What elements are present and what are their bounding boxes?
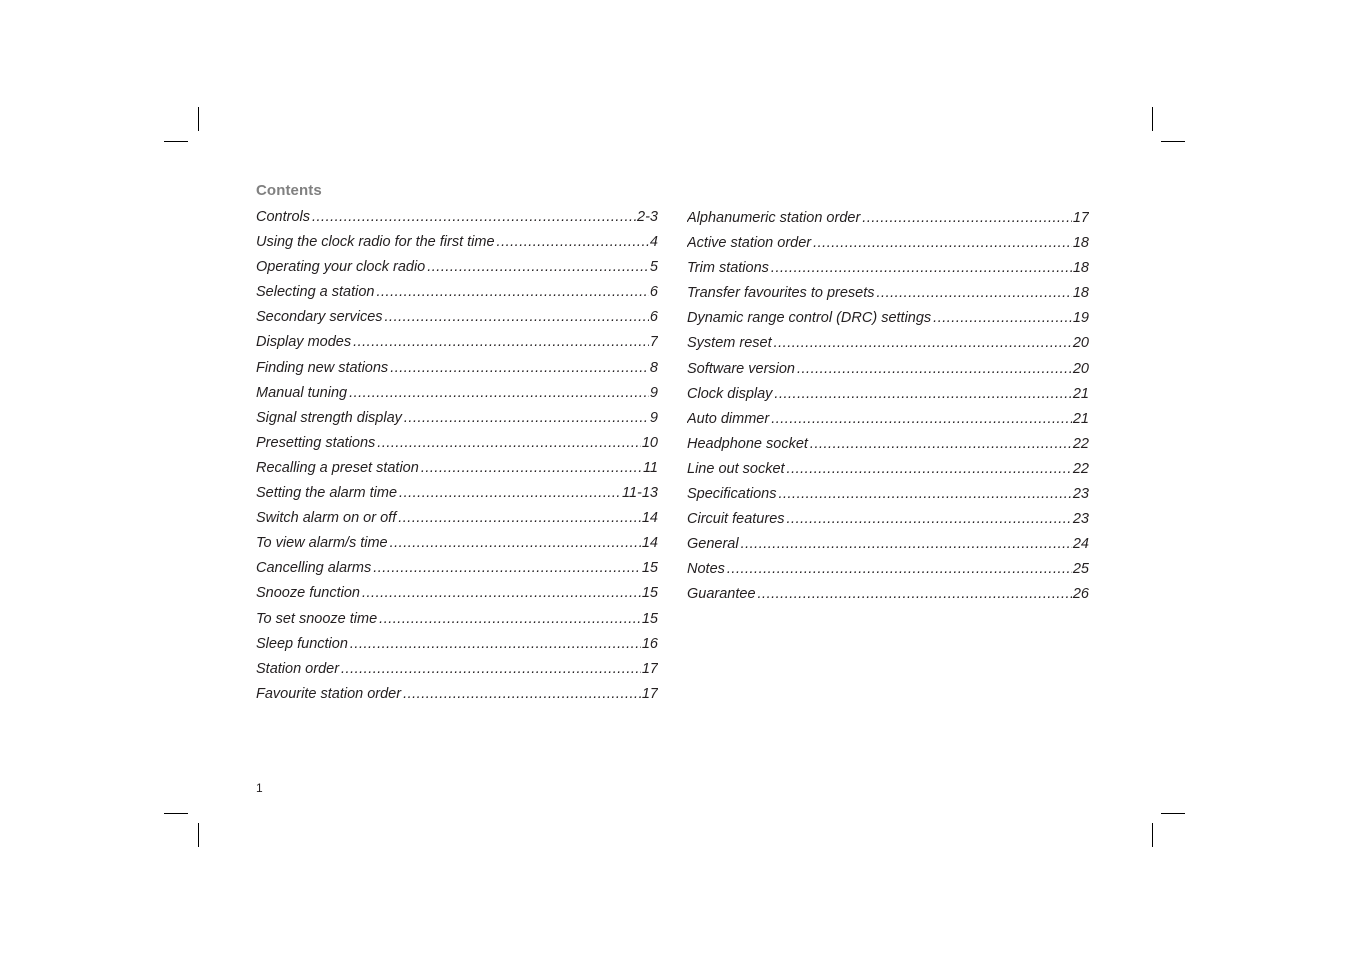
toc-entry[interactable] [256,234,658,259]
toc-entry[interactable] [687,260,1089,285]
toc-entry[interactable] [687,561,1089,586]
toc-dot-leader [771,411,1072,427]
toc-entry-page: 23 [1072,511,1089,528]
toc-dot-leader [810,436,1072,452]
toc-dot-leader [771,260,1072,276]
toc-entry-page: 9 [649,409,658,426]
toc-entry-title: Selecting a station [256,284,375,301]
toc-entry-title: Circuit features [687,511,785,528]
toc-entry-page: 18 [1072,285,1089,302]
toc-entry-title: Dynamic range control (DRC) settings [687,310,932,327]
toc-entry-title: Station order [256,660,340,677]
toc-entry[interactable] [256,535,658,560]
toc-entry-title: Recalling a preset station [256,459,419,476]
toc-dot-leader [741,536,1072,552]
contents-heading: Contents [256,182,322,199]
toc-entry[interactable] [256,661,658,686]
toc-dot-leader [362,585,641,601]
toc-entry-title: Favourite station order [256,685,402,702]
toc-entry-title: Trim stations [687,260,769,277]
toc-entry-page: 17 [641,685,658,702]
toc-dot-leader [349,385,649,401]
toc-entry-title: Alphanumeric station order [687,210,861,226]
toc-entry[interactable] [256,460,658,485]
toc-entry[interactable] [687,511,1089,536]
toc-entry-page: 11 [642,459,658,476]
toc-entry-title: Sleep function [256,635,348,652]
toc-dot-leader [404,410,649,426]
toc-entry-title: Guarantee [687,586,756,603]
toc-dot-leader [373,560,641,576]
toc-entry-title: Cancelling alarms [256,560,372,577]
toc-entry-title: System reset [687,335,772,352]
toc-dot-leader [350,636,641,652]
toc-entry-page: 21 [1072,410,1089,427]
toc-entry-title: Specifications [687,486,777,503]
toc-entry[interactable] [687,436,1089,461]
toc-entry[interactable] [256,485,658,510]
toc-entry-page: 14 [641,535,658,552]
toc-dot-leader [385,309,649,325]
toc-entry[interactable] [256,585,658,610]
toc-dot-leader [379,611,641,627]
toc-entry-page: 2-3 [637,209,658,225]
toc-dot-leader [862,210,1072,226]
toc-entry-page: 8 [649,359,658,376]
toc-entry-page: 15 [641,610,658,627]
toc-dot-leader [497,234,649,250]
toc-entry-title: Software version [687,360,795,377]
crop-mark-bottom-right-vertical [1152,823,1153,847]
toc-entry[interactable] [687,361,1089,386]
toc-entry[interactable] [256,686,658,711]
crop-mark-bottom-right-horizontal [1161,813,1185,814]
toc-entry-page: 19 [1072,310,1089,327]
toc-entry-page: 6 [649,284,658,301]
toc-entry[interactable] [256,259,658,284]
toc-entry-title: Clock display [687,385,773,402]
toc-dot-leader [758,586,1072,602]
toc-entry[interactable] [256,560,658,585]
toc-entry-title: To view alarm/s time [256,535,388,552]
toc-entry[interactable] [256,410,658,435]
toc-entry-title: Active station order [687,235,812,252]
toc-entry-title: Switch alarm on or off [256,510,397,527]
toc-right-column [687,210,1089,612]
toc-entry[interactable] [256,611,658,636]
toc-dot-leader [398,510,641,526]
toc-dot-leader [778,486,1071,502]
toc-entry[interactable] [687,536,1089,561]
toc-dot-leader [403,686,641,702]
toc-entry-title: Finding new stations [256,359,389,376]
crop-mark-top-left-horizontal [164,141,188,142]
toc-entry[interactable] [687,310,1089,335]
toc-entry-page: 23 [1072,486,1089,503]
toc-dot-leader [377,435,641,451]
toc-entry-title: Line out socket [687,460,785,477]
crop-mark-top-left-vertical [198,107,199,131]
toc-entry-page: 5 [649,259,658,276]
toc-entry-page: 25 [1072,561,1089,578]
toc-entry-title: Operating your clock radio [256,259,426,276]
toc-entry-page: 14 [641,510,658,527]
toc-entry-page: 15 [641,585,658,602]
toc-entry[interactable] [687,461,1089,486]
toc-dot-leader [312,209,636,225]
toc-entry[interactable] [256,284,658,309]
toc-entry-page: 18 [1072,235,1089,252]
toc-dot-leader [727,561,1072,577]
toc-entry[interactable] [256,636,658,661]
crop-mark-bottom-left-horizontal [164,813,188,814]
crop-mark-bottom-left-vertical [198,823,199,847]
toc-dot-leader [877,285,1072,301]
toc-entry-title: Display modes [256,334,352,351]
toc-dot-leader [774,335,1072,351]
toc-entry-page: 24 [1072,536,1089,553]
toc-entry-page: 6 [649,309,658,326]
toc-entry[interactable] [256,385,658,410]
toc-entry[interactable] [687,586,1089,611]
toc-entry[interactable] [256,360,658,385]
toc-entry[interactable] [256,334,658,359]
toc-entry[interactable] [687,386,1089,411]
toc-entry-title: Headphone socket [687,435,808,452]
toc-dot-leader [787,461,1072,477]
toc-entry-title: Presetting stations [256,434,376,451]
toc-entry[interactable] [687,411,1089,436]
toc-dot-leader [390,535,641,551]
toc-entry-page: 26 [1072,586,1089,603]
toc-dot-leader [813,235,1072,251]
toc-entry[interactable] [256,435,658,460]
toc-entry-page: 20 [1072,360,1089,377]
toc-entry[interactable] [687,235,1089,260]
toc-entry[interactable] [687,285,1089,310]
toc-entry-page: 21 [1072,385,1089,402]
toc-entry-title: General [687,536,739,553]
toc-dot-leader [341,661,641,677]
crop-mark-top-right-vertical [1152,107,1153,131]
toc-dot-leader [399,485,621,501]
toc-entry-page: 7 [649,334,658,351]
toc-dot-leader [797,361,1072,377]
toc-entry-page: 20 [1072,335,1089,352]
toc-entry-page: 11-13 [621,485,658,502]
toc-dot-leader [933,310,1072,326]
toc-entry[interactable] [256,510,658,535]
toc-entry-title: Transfer favourites to presets [687,285,875,302]
toc-entry-page: 22 [1072,460,1089,477]
toc-entry-page: 15 [641,560,658,577]
toc-entry[interactable] [687,486,1089,511]
toc-dot-leader [774,386,1071,402]
toc-entry-title: Setting the alarm time [256,485,398,502]
toc-left-column [256,209,658,711]
toc-entry-page: 10 [641,434,658,451]
toc-entry-title: Signal strength display [256,409,402,426]
toc-dot-leader [427,259,649,275]
toc-entry-title: Controls [256,209,310,225]
toc-entry[interactable] [687,210,1089,235]
toc-dot-leader [353,334,649,350]
toc-entry-title: Auto dimmer [687,410,770,427]
toc-entry[interactable] [687,335,1089,360]
toc-entry[interactable] [256,309,658,334]
toc-entry-title: Using the clock radio for the first time [256,234,495,251]
toc-entry-page: 17 [641,660,658,677]
toc-entry-page: 22 [1072,435,1089,452]
toc-entry-page: 4 [649,234,658,251]
toc-dot-leader [421,460,642,476]
toc-dot-leader [787,511,1072,527]
toc-entry[interactable] [256,209,658,234]
toc-dot-leader [390,360,649,376]
page-number: 1 [256,781,263,795]
toc-dot-leader [377,284,649,300]
toc-entry-page: 17 [1072,210,1089,226]
crop-mark-top-right-horizontal [1161,141,1185,142]
toc-entry-page: 16 [641,635,658,652]
toc-entry-page: 9 [649,384,658,401]
toc-entry-title: Secondary services [256,309,383,326]
toc-entry-title: To set snooze time [256,610,378,627]
toc-entry-page: 18 [1072,260,1089,277]
toc-entry-title: Notes [687,561,725,578]
toc-entry-title: Manual tuning [256,384,348,401]
toc-entry-title: Snooze function [256,585,360,602]
